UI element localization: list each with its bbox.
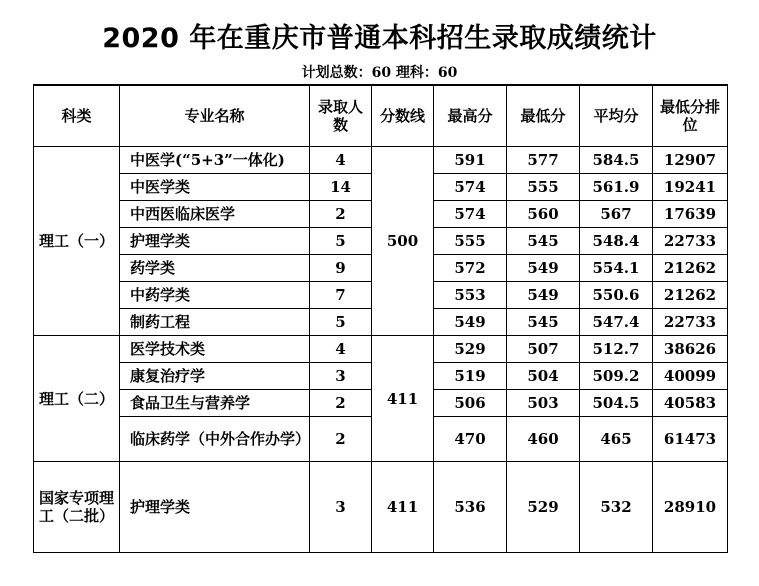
max-cell: 591 [434, 147, 507, 174]
rank-cell: 17639 [653, 201, 728, 228]
max-cell: 572 [434, 255, 507, 282]
rank-cell: 22733 [653, 228, 728, 255]
avg-cell: 509.2 [580, 363, 653, 390]
major-cell: 护理学类 [120, 228, 310, 255]
enrolled-cell: 2 [310, 201, 372, 228]
header-cutoff: 分数线 [372, 85, 434, 147]
table-row [34, 147, 728, 174]
min-cell: 503 [507, 390, 580, 417]
max-cell: 574 [434, 174, 507, 201]
min-cell: 549 [507, 255, 580, 282]
rank-cell: 12907 [653, 147, 728, 174]
avg-cell: 554.1 [580, 255, 653, 282]
enrolled-cell: 3 [310, 462, 372, 553]
major-cell: 康复治疗学 [120, 363, 310, 390]
enrolled-cell: 3 [310, 363, 372, 390]
rank-cell: 40099 [653, 363, 728, 390]
enrolled-cell: 5 [310, 228, 372, 255]
major-cell: 中医学类 [120, 174, 310, 201]
enrolled-cell: 14 [310, 174, 372, 201]
max-cell: 553 [434, 282, 507, 309]
max-cell: 574 [434, 201, 507, 228]
max-cell: 529 [434, 336, 507, 363]
header-enrolled: 录取人数 [310, 85, 372, 147]
avg-cell: 584.5 [580, 147, 653, 174]
avg-cell: 550.6 [580, 282, 653, 309]
table-row [34, 462, 728, 553]
max-cell: 555 [434, 228, 507, 255]
avg-cell: 512.7 [580, 336, 653, 363]
table-row [34, 336, 728, 363]
category-cell: 理工（一） [34, 147, 120, 336]
enrolled-cell: 4 [310, 147, 372, 174]
rank-cell: 38626 [653, 336, 728, 363]
max-cell: 536 [434, 462, 507, 553]
max-cell: 519 [434, 363, 507, 390]
avg-cell: 547.4 [580, 309, 653, 336]
min-cell: 507 [507, 336, 580, 363]
enrolled-cell: 7 [310, 282, 372, 309]
rank-cell: 21262 [653, 255, 728, 282]
header-category: 科类 [34, 85, 120, 147]
max-cell: 470 [434, 417, 507, 462]
category-cell: 理工（二） [34, 336, 120, 462]
avg-cell: 465 [580, 417, 653, 462]
min-cell: 545 [507, 309, 580, 336]
enrolled-cell: 9 [310, 255, 372, 282]
major-cell: 药学类 [120, 255, 310, 282]
header-min-rank: 最低分排位 [653, 85, 728, 147]
header-max: 最高分 [434, 85, 507, 147]
table-header-row [34, 85, 728, 147]
header-major: 专业名称 [120, 85, 310, 147]
min-cell: 460 [507, 417, 580, 462]
cutoff-cell: 411 [372, 336, 434, 462]
cutoff-cell: 500 [372, 147, 434, 336]
major-cell: 中药学类 [120, 282, 310, 309]
scores-table [33, 84, 728, 553]
enrolled-cell: 5 [310, 309, 372, 336]
header-min: 最低分 [507, 85, 580, 147]
rank-cell: 61473 [653, 417, 728, 462]
enrollment-summary: 计划总数：60 理科：60 [301, 65, 458, 81]
max-cell: 506 [434, 390, 507, 417]
rank-cell: 21262 [653, 282, 728, 309]
rank-cell: 40583 [653, 390, 728, 417]
rank-cell: 22733 [653, 309, 728, 336]
rank-cell: 28910 [653, 462, 728, 553]
category-cell: 国家专项理工（二批） [34, 462, 120, 553]
min-cell: 549 [507, 282, 580, 309]
major-cell: 食品卫生与营养学 [120, 390, 310, 417]
rank-cell: 19241 [653, 174, 728, 201]
major-cell: 医学技术类 [120, 336, 310, 363]
major-cell: 中西医临床医学 [120, 201, 310, 228]
avg-cell: 548.4 [580, 228, 653, 255]
avg-cell: 561.9 [580, 174, 653, 201]
enrolled-cell: 2 [310, 390, 372, 417]
min-cell: 560 [507, 201, 580, 228]
avg-cell: 567 [580, 201, 653, 228]
enrolled-cell: 2 [310, 417, 372, 462]
max-cell: 549 [434, 309, 507, 336]
major-cell: 制药工程 [120, 309, 310, 336]
min-cell: 545 [507, 228, 580, 255]
cutoff-cell: 411 [372, 462, 434, 553]
enrolled-cell: 4 [310, 336, 372, 363]
avg-cell: 504.5 [580, 390, 653, 417]
min-cell: 577 [507, 147, 580, 174]
header-avg: 平均分 [580, 85, 653, 147]
avg-cell: 532 [580, 462, 653, 553]
min-cell: 555 [507, 174, 580, 201]
major-cell: 临床药学（中外合作办学） [120, 417, 310, 462]
page-title: 2020 年在重庆市普通本科招生录取成绩统计 [102, 23, 657, 54]
min-cell: 529 [507, 462, 580, 553]
major-cell: 护理学类 [120, 462, 310, 553]
major-cell: 中医学(“5+3”一体化) [120, 147, 310, 174]
min-cell: 504 [507, 363, 580, 390]
